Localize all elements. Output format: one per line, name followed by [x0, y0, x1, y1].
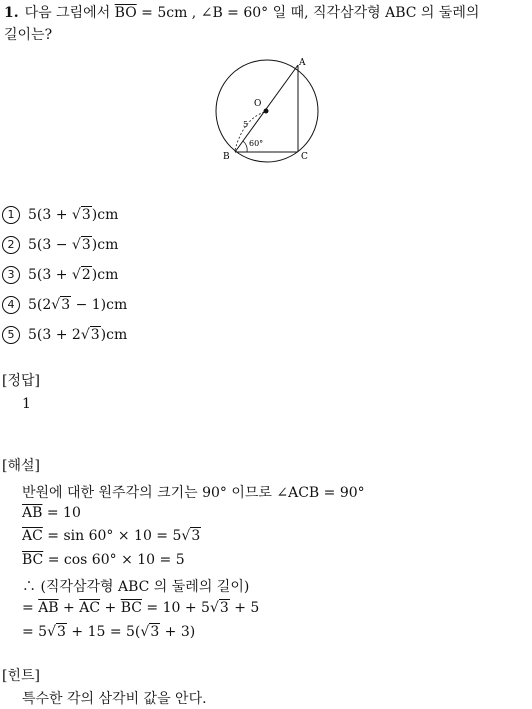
choice-1[interactable] — [2, 206, 118, 224]
segment-ac: $\overline{AC}$ — [79, 600, 101, 616]
explanation-line-7 — [22, 624, 195, 640]
label-c: C — [301, 152, 308, 162]
choice-mark: 4 — [2, 296, 20, 314]
sqrt-symbol: √3 — [71, 207, 91, 223]
angle-arc-b — [243, 141, 247, 152]
plus-sign: + — [100, 600, 121, 616]
answer-label: [정답] — [2, 373, 40, 389]
explanation-line-3 — [22, 528, 201, 544]
explanation-line-4 — [22, 552, 185, 568]
label-a: A — [299, 58, 306, 68]
sqrt-symbol: √3 — [181, 528, 201, 544]
question-text-part1: 다음 그림에서 — [24, 5, 115, 21]
explanation-text: = sin 60° × 10 = 5 — [42, 528, 182, 544]
answer-value: 1 — [22, 396, 31, 412]
segment-bc: $\overline{BC}$ — [120, 600, 142, 616]
explanation-text-end: + 3) — [160, 624, 196, 640]
choice-mark: 1 — [2, 206, 20, 224]
sqrt-symbol: √3 — [209, 600, 229, 616]
sqrt-symbol: √3 — [51, 297, 71, 313]
choice-5[interactable] — [2, 326, 127, 344]
choice-3[interactable] — [2, 266, 118, 284]
explanation-text: = 10 + 5 — [141, 600, 210, 616]
hint-text: 특수한 각의 삼각비 값을 안다. — [22, 691, 207, 707]
explanation-text-end: + 5 — [229, 600, 260, 616]
choice-mark: 2 — [2, 236, 20, 254]
explanation-label: [해설] — [2, 458, 40, 474]
circle-figure — [205, 55, 330, 165]
question-line-1 — [4, 2, 479, 22]
choice-text-end: − 1)cm — [71, 297, 128, 313]
choice-4[interactable] — [2, 296, 127, 314]
sqrt-symbol: √3 — [71, 237, 91, 253]
question-line-2: 길이는? — [4, 27, 53, 43]
label-o: O — [254, 99, 262, 109]
question-number: 1. — [4, 5, 19, 21]
choice-mark: 3 — [2, 266, 20, 284]
choice-text-end: )cm — [91, 207, 119, 223]
label-angle: 60° — [249, 139, 264, 148]
plus-sign: + — [58, 600, 80, 616]
explanation-line-1: 반원에 대한 원주각의 크기는 90° 이므로 ∠ACB = 90° — [22, 485, 365, 501]
explanation-text: = 10 — [42, 505, 81, 521]
segment-bc: $\overline{BC}$ — [22, 552, 44, 568]
choice-text-end: )cm — [91, 237, 119, 253]
choice-text: 5(3 + — [28, 207, 72, 223]
question-text-part2: = 5cm , ∠B = 60° 일 때, 직각삼각형 ABC 의 둘레의 — [136, 5, 480, 21]
explanation-text-mid: + 15 = 5( — [66, 624, 141, 640]
choice-mark: 5 — [2, 326, 20, 344]
sqrt-symbol: √3 — [47, 624, 66, 640]
segment-ab: $\overline{AB}$ — [38, 600, 59, 616]
choice-text: 5(2 — [28, 297, 52, 313]
explanation-line-5: ∴ (직각삼각형 ABC 의 둘레의 길이) — [22, 579, 250, 595]
choice-text-end: )cm — [91, 267, 119, 283]
label-b: B — [223, 152, 230, 162]
explanation-text: = cos 60° × 10 = 5 — [43, 552, 185, 568]
explanation-text: = — [22, 600, 39, 616]
choice-2[interactable] — [2, 236, 118, 254]
center-point-o — [264, 109, 269, 114]
sqrt-symbol: √3 — [140, 624, 160, 640]
choice-text-end: )cm — [100, 327, 128, 343]
explanation-line-6 — [22, 600, 259, 616]
line-ab — [235, 65, 298, 152]
choice-text: 5(3 − — [28, 237, 72, 253]
explanation-text: = 5 — [22, 624, 48, 640]
hint-label: [힌트] — [2, 668, 40, 684]
sqrt-symbol: √2 — [71, 267, 91, 283]
segment-ac: $\overline{AC}$ — [22, 528, 43, 544]
segment-bo: $\overline{BO}$ — [114, 5, 137, 21]
segment-ab: $\overline{AB}$ — [22, 505, 43, 521]
explanation-line-2 — [22, 505, 81, 521]
label-len-5: 5 — [243, 120, 249, 129]
sqrt-symbol: √3 — [80, 327, 100, 343]
choice-text: 5(3 + — [28, 267, 72, 283]
choice-text: 5(3 + 2 — [28, 327, 81, 343]
